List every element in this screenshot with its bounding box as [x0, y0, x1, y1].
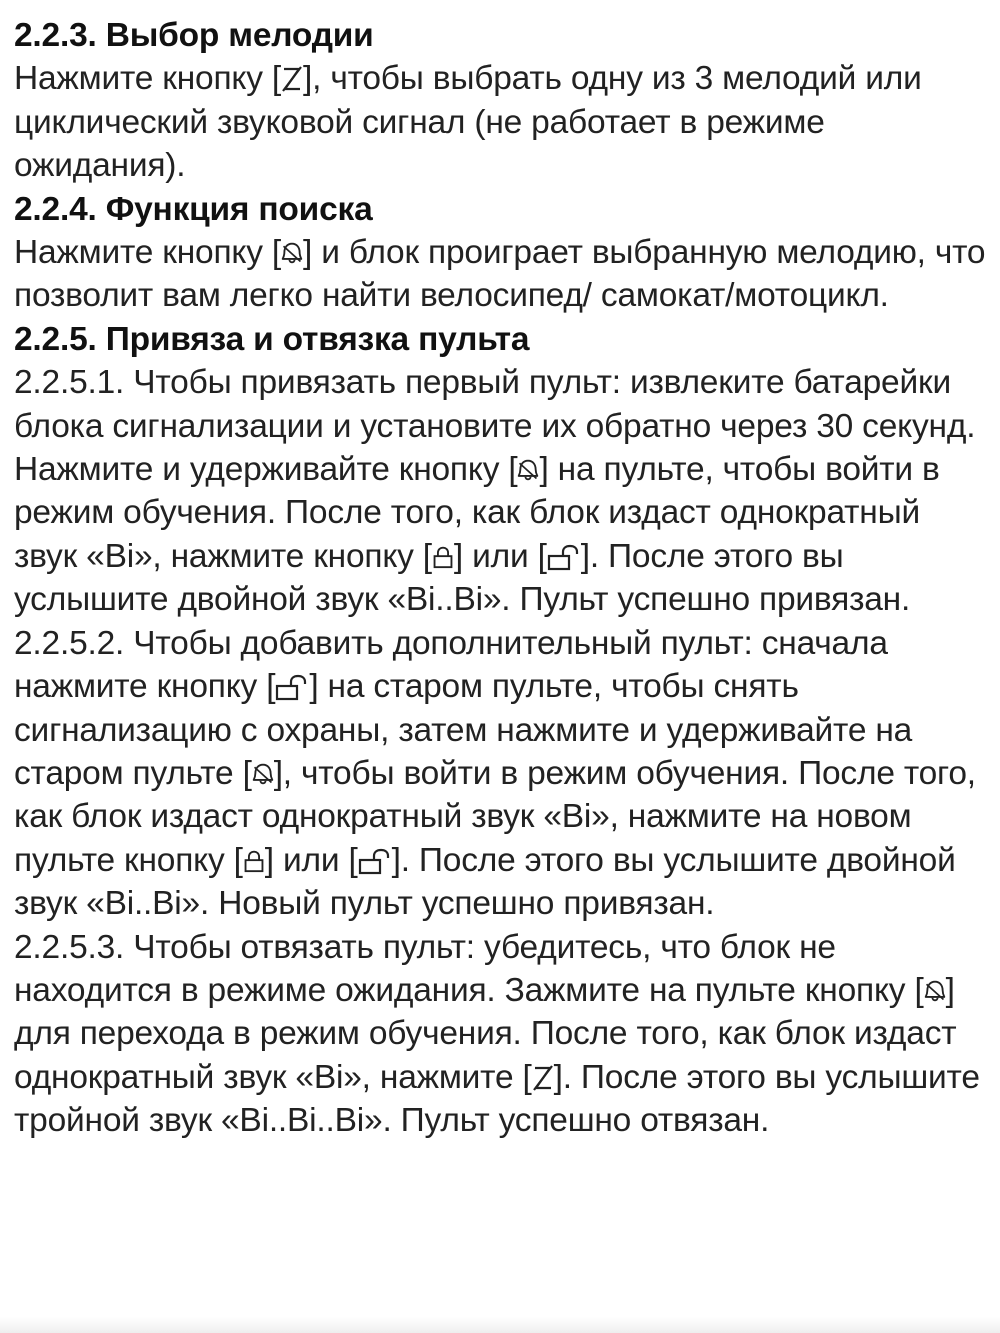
text-fragment: 2.2.5.1. Чтобы привязать первый пульт: извлеките батарейки блока сигнализации и установите их обратно через 30 секунд. Нажмите и удерживайте кнопку [ [14, 364, 976, 489]
bottom-shadow [0, 1317, 1000, 1333]
lightning-icon [281, 65, 303, 93]
text-fragment: ] или [ [453, 537, 547, 575]
section-heading-melody: 2.2.3. Выбор мелодии [14, 17, 374, 54]
unlock-icon [275, 673, 309, 701]
text-fragment: Нажмите кнопку [ [14, 234, 282, 272]
bell-icon [281, 239, 303, 267]
text-fragment: Нажмите кнопку [ [14, 60, 282, 98]
bell-icon [517, 456, 539, 484]
bell-icon [252, 760, 274, 788]
text-fragment: ] или [ [264, 841, 358, 879]
section-heading-search: 2.2.4. Функция поиска [14, 190, 373, 228]
lock-icon [243, 847, 265, 875]
text-fragment: ]. После этого вы услышите двойной звук «Bi..Bi». Новый пульт успешно привязан. [14, 841, 956, 923]
unlock-icon [547, 543, 581, 571]
text-fragment: ]. После этого вы услышите двойной звук «Bi..Bi». Пульт успешно привязан. [14, 537, 911, 619]
paragraph-add-remote [14, 622, 990, 926]
text-fragment: ] и блок проиграет выбранную мелодию, что позволит вам легко найти велосипед/ самокат/мотоцикл. [14, 234, 986, 315]
text-fragment: 2.2.5.3. Чтобы отвязать пульт: убедитесь, что блок не находится в режиме ожидания. Зажмите на пульте кнопку [ [14, 928, 924, 1009]
document-page [14, 14, 990, 1143]
paragraph-pair-first-remote [14, 361, 990, 621]
text-fragment: ]. После этого вы услышите тройной звук «Bi..Bi..Bi». Пульт успешно отвязан. [14, 1058, 980, 1140]
bell-icon [924, 977, 946, 1005]
lock-icon [432, 543, 454, 571]
text-fragment: ], чтобы войти в режим обучения. После того, как блок издаст однократный звук «Bi», нажмите на новом пульте кнопку [ [14, 754, 976, 879]
paragraph-unpair-remote [14, 926, 990, 1143]
text-fragment: ] на пульте, чтобы войти в режим обучения. После того, как блок издаст однократный звук «Bi», нажмите кнопку [ [14, 451, 940, 575]
text-fragment: ], чтобы выбрать одну из 3 мелодий или циклический звуковой сигнал (не работает в режиме ожидания). [14, 60, 922, 185]
paragraph-search [14, 231, 990, 318]
unlock-icon [358, 847, 392, 875]
text-fragment: ] для перехода в режим обучения. После того, как блок издаст однократный звук «Bi», нажмите [ [14, 971, 957, 1096]
text-fragment: ] на старом пульте, чтобы снять сигнализацию с охраны, затем нажмите и удерживайте на старом пульте [ [14, 668, 913, 792]
paragraph-melody [14, 57, 990, 187]
section-heading-pairing: 2.2.5. Привяза и отвязка пульта [14, 320, 530, 358]
lightning-icon [532, 1064, 554, 1092]
text-fragment: 2.2.5.2. Чтобы добавить дополнительный пульт: сначала нажмите кнопку [ [14, 624, 888, 706]
